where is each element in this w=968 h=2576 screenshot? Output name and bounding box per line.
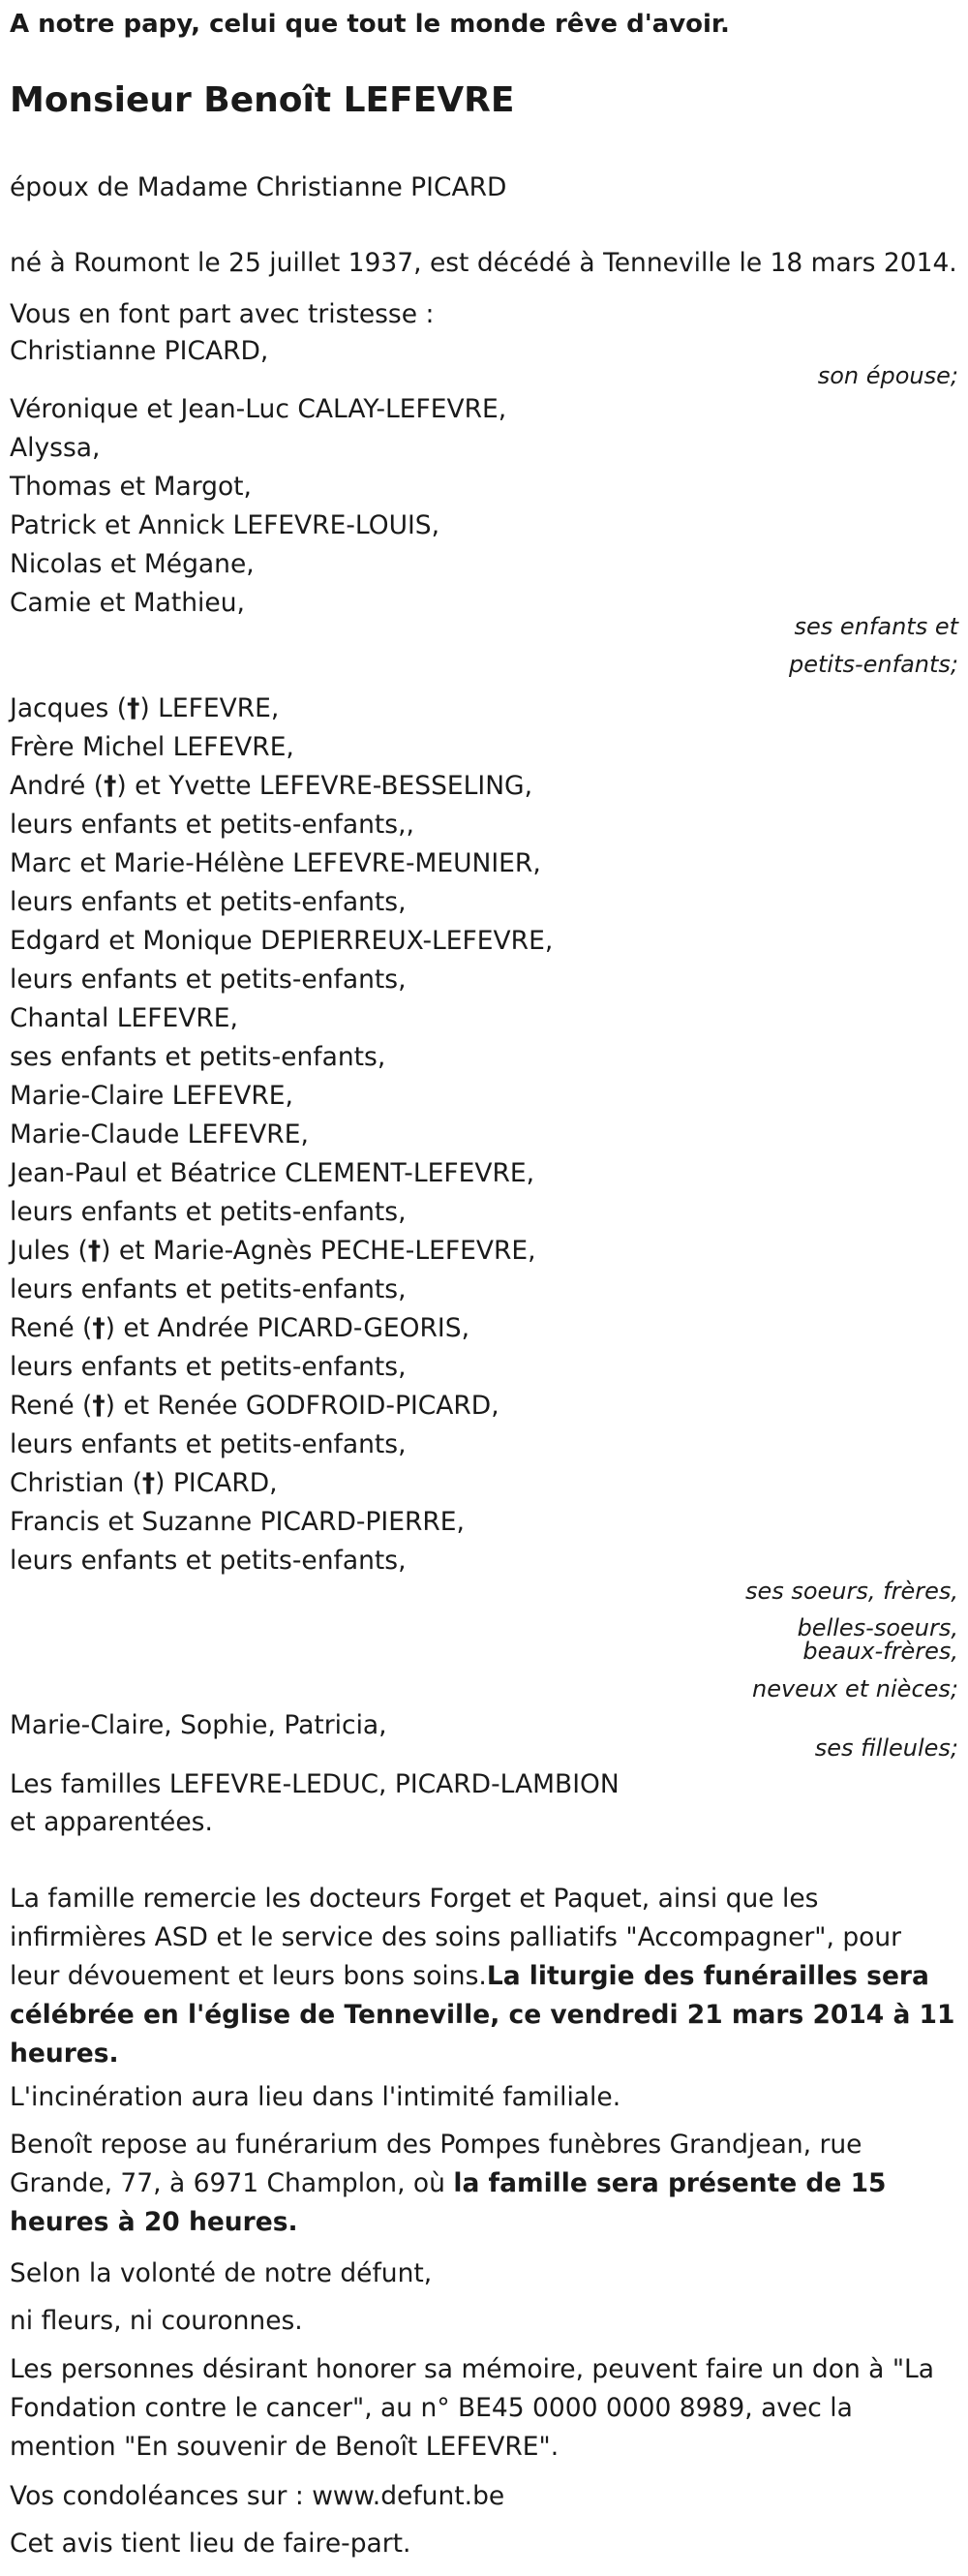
sibling-text-after: ) LEFEVRE, [139,693,280,723]
cross-icon: † [92,1391,106,1421]
sibling-line [10,1077,293,1116]
sibling-text: Marie-Claude LEFEVRE, [10,1119,309,1150]
sibling-text-after: ) et Renée GODFROID-PICARD, [105,1391,499,1421]
siblings-role-3: beaux-frères, [802,1638,958,1665]
sibling-line [10,767,532,806]
sibling-text: leurs enfants et petits-enfants, [10,1197,407,1227]
sibling-text: Chantal LEFEVRE, [10,1003,238,1033]
child-line: Nicolas et Mégane, [10,549,255,579]
child-line: Camie et Mathieu, [10,588,245,618]
sibling-text: leurs enfants et petits-enfants, [10,1352,407,1382]
sibling-line [10,1503,465,1542]
cross-icon: † [87,1236,102,1266]
announce-line: Vous en font part avec tristesse : [10,299,435,329]
no-flowers-line: ni fleurs, ni couronnes. [10,2306,303,2336]
sibling-line [10,690,279,728]
sibling-text-after: ) et Andrée PICARD-GEORIS, [105,1313,469,1343]
sibling-text: leurs enfants et petits-enfants, [10,1274,407,1304]
siblings-role-2: belles-soeurs, [797,1614,958,1641]
sibling-line [10,806,414,844]
sibling-line [10,1038,385,1077]
sibling-text: leurs enfants et petits-enfants, [10,1429,407,1459]
deceased-name: Monsieur Benoît LEFEVRE [10,80,515,120]
sibling-text-after: ) PICARD, [155,1468,278,1498]
sibling-text: Marc et Marie-Hélène LEFEVRE-MEUNIER, [10,848,541,878]
child-line: Patrick et Annick LEFEVRE-LOUIS, [10,510,440,540]
birth-death-line: né à Roumont le 25 juillet 1937, est décédé à Tenneville le 18 mars 2014. [10,248,957,278]
donation-paragraph: Les personnes désirant honorer sa mémoire, peuvent faire un don à "La Fondation contre le cancer", au n° BE45 0000 0000 8989, avec la mention "En souvenir de Benoît LEFEVRE". [10,2354,935,2462]
spouse-name: Christianne PICARD, [10,336,269,366]
sibling-text: leurs enfants et petits-enfants,, [10,810,414,840]
repose-text: Benoît repose au funérarium des Pompes funèbres Grandjean, rue Grande, 77, à 6971 Champlon, où [10,2130,862,2198]
sibling-text-after: ) et Yvette LEFEVRE-BESSELING, [116,771,533,801]
sibling-text: Christian ( [10,1468,142,1498]
sibling-line [10,1116,309,1154]
sibling-text: leurs enfants et petits-enfants, [10,965,407,995]
cross-icon: † [104,771,117,801]
sibling-line [10,844,541,883]
children-role-1: ses enfants et [794,613,958,640]
sibling-text-after: ) et Marie-Agnès PECHE-LEFEVRE, [101,1236,536,1266]
thanks-text: La famille remercie les docteurs Forget et Paquet, ainsi que les infirmières ASD et le service des soins palliatifs "Accompagner", pour leur dévouement et leurs bons soins. [10,1884,902,1991]
thanks-paragraph [10,1880,958,2073]
child-line: Véronique et Jean-Luc CALAY-LEFEVRE, [10,394,507,424]
sibling-text: André ( [10,771,105,801]
child-line: Thomas et Margot, [10,472,252,502]
liturgy-text: La liturgie des funérailles sera célébrée en l'église de Tenneville, ce vendredi 21 mars 2014 à 11 heures. [10,1961,955,2069]
sibling-text: ses enfants et petits-enfants, [10,1042,386,1072]
sibling-text: René ( [10,1391,93,1421]
cross-icon: † [127,693,140,723]
sibling-line [10,1464,278,1503]
sibling-text: leurs enfants et petits-enfants, [10,887,407,917]
siblings-role-4: neveux et nièces; [752,1675,958,1702]
presence-text: la famille sera présente de 15 heures à 20 heures. [10,2168,887,2237]
sibling-line [10,1309,469,1348]
godchildren-line: Marie-Claire, Sophie, Patricia, [10,1710,387,1740]
sibling-line [10,1426,407,1464]
sibling-line [10,728,294,767]
dedication: A notre papy, celui que tout le monde rêve d'avoir. [10,10,730,39]
sibling-text: René ( [10,1313,93,1343]
sibling-text: leurs enfants et petits-enfants, [10,1546,407,1576]
sibling-text: Jacques ( [10,693,128,723]
sibling-line [10,999,238,1038]
children-role-2: petits-enfants; [789,651,958,678]
godchildren-role: ses filleules; [814,1734,958,1762]
siblings-role-1: ses soeurs, frères, [744,1578,958,1605]
notice-line: Cet avis tient lieu de faire-part. [10,2529,411,2559]
sibling-line [10,1154,534,1193]
sibling-line [10,1542,407,1580]
sibling-text: Jules ( [10,1236,88,1266]
wish-line: Selon la volonté de notre défunt, [10,2258,433,2288]
sibling-text: Marie-Claire LEFEVRE, [10,1081,293,1111]
sibling-line [10,1387,499,1426]
families-line-2: et apparentées. [10,1807,213,1837]
sibling-text: Frère Michel LEFEVRE, [10,732,294,762]
sibling-text: Jean-Paul et Béatrice CLEMENT-LEFEVRE, [10,1158,535,1188]
condolences-line: Vos condoléances sur : www.defunt.be [10,2481,505,2511]
sibling-text: Edgard et Monique DEPIERREUX-LEFEVRE, [10,926,554,956]
cross-icon: † [141,1468,156,1498]
sibling-line [10,1271,407,1309]
repose-paragraph [10,2126,958,2242]
sibling-line [10,922,553,961]
sibling-line [10,1232,536,1271]
spouse-role: son épouse; [817,362,958,389]
cremation-line: L'incinération aura lieu dans l'intimité familiale. [10,2082,621,2112]
sibling-line [10,961,407,999]
sibling-line [10,1348,407,1387]
sibling-line [10,1193,407,1232]
sibling-line [10,883,407,922]
spouse-line: époux de Madame Christianne PICARD [10,172,507,202]
child-line: Alyssa, [10,433,101,463]
families-line-1: Les familles LEFEVRE-LEDUC, PICARD-LAMBION [10,1769,620,1799]
cross-icon: † [92,1313,106,1343]
sibling-text: Francis et Suzanne PICARD-PIERRE, [10,1507,465,1537]
